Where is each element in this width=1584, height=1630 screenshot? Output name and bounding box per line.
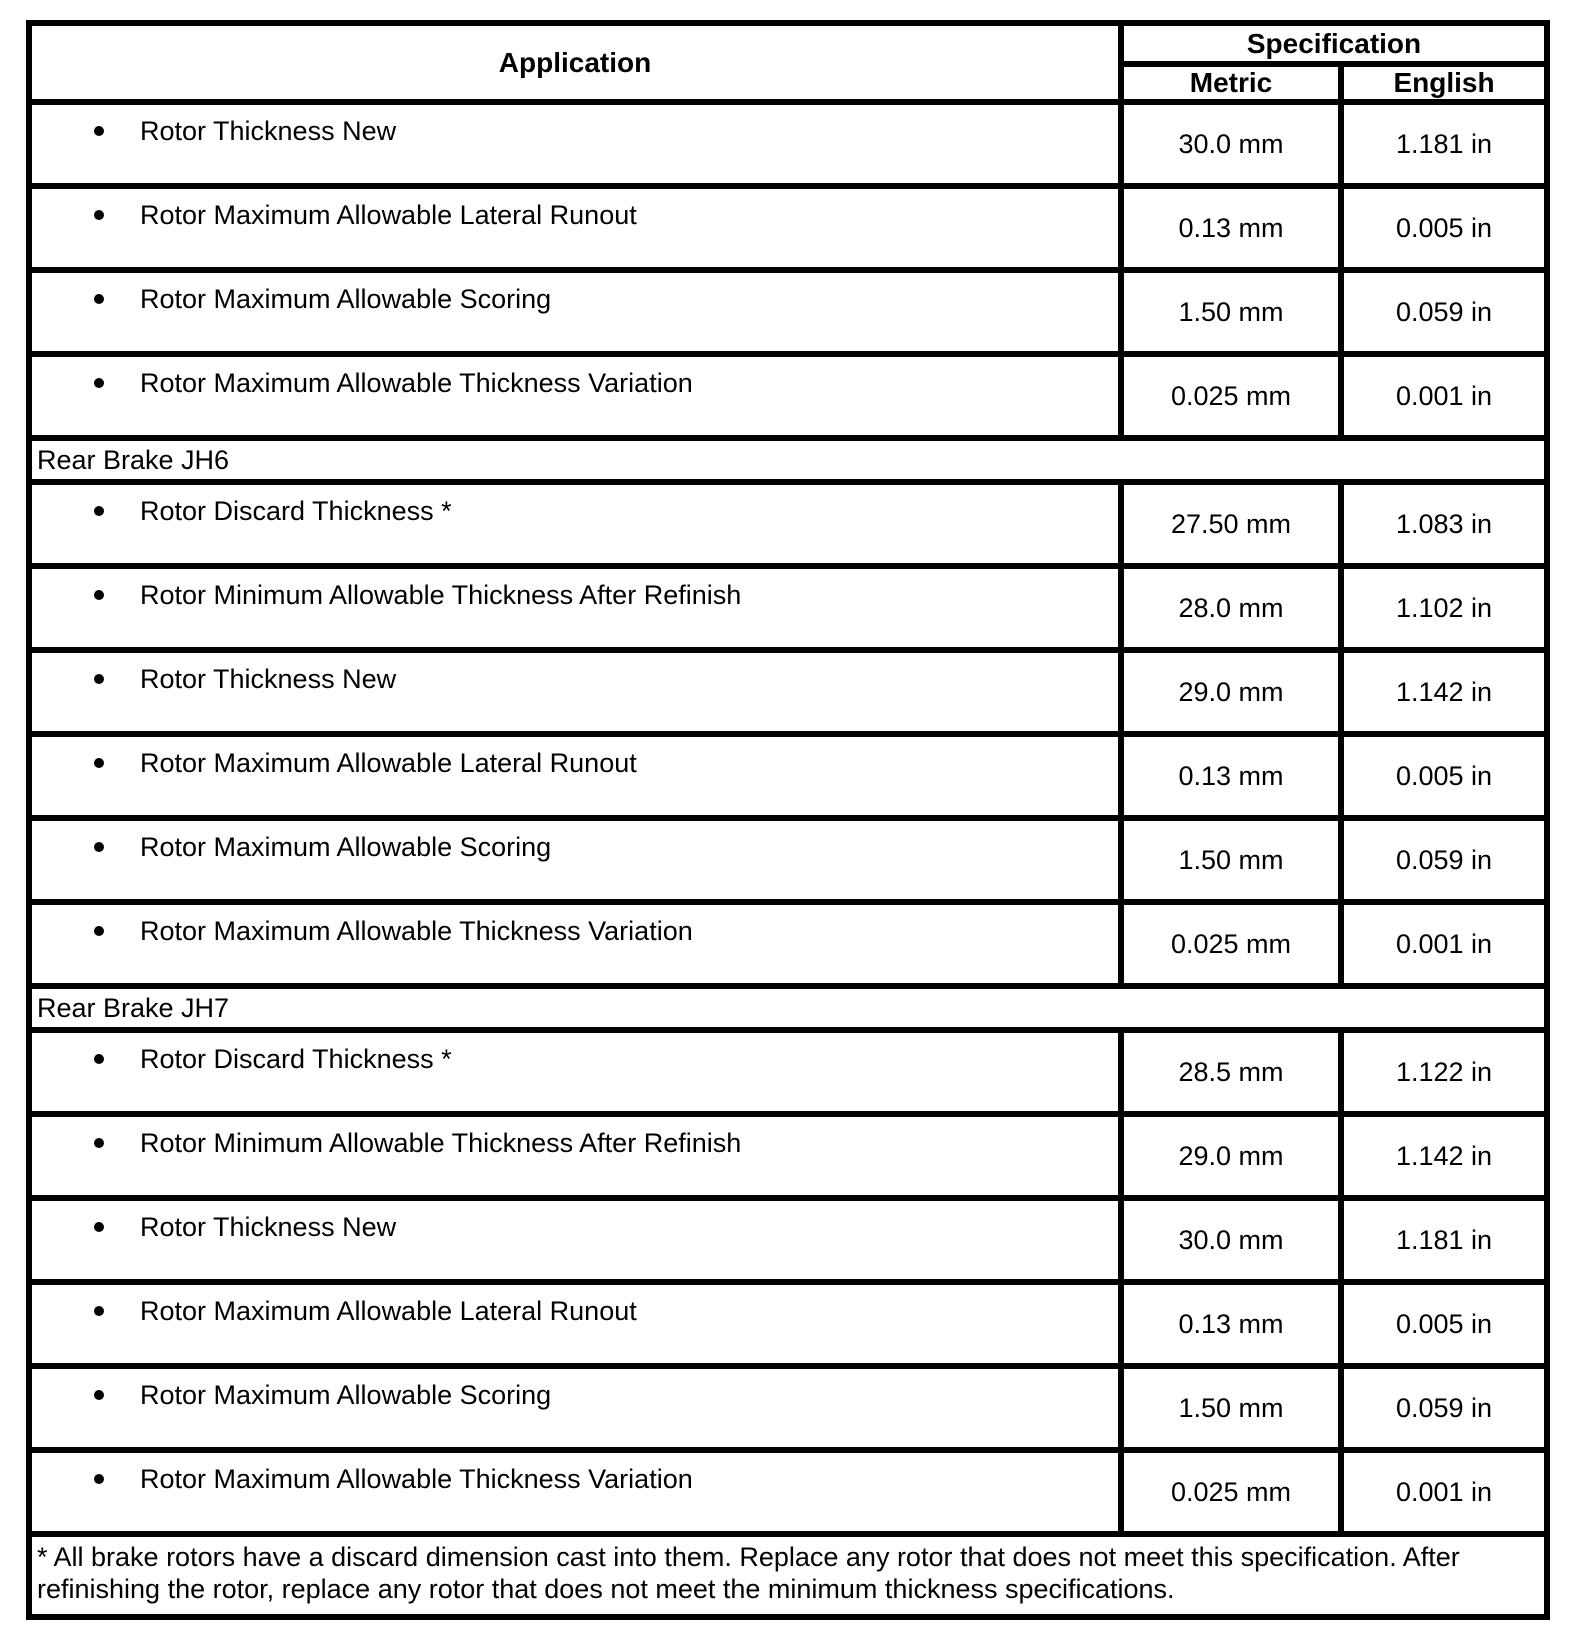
bullet-icon <box>94 926 104 936</box>
english-column-header: English <box>1341 64 1547 102</box>
metric-value: 30.0 mm <box>1121 102 1341 186</box>
table-row <box>29 1030 1547 1114</box>
application-cell <box>29 102 1121 186</box>
metric-value: 28.0 mm <box>1121 566 1341 650</box>
application-label: Rotor Maximum Allowable Scoring <box>140 284 552 314</box>
metric-value: 1.50 mm <box>1121 270 1341 354</box>
metric-value: 0.13 mm <box>1121 734 1341 818</box>
application-cell <box>29 1450 1121 1534</box>
application-cell <box>29 1198 1121 1282</box>
application-label: Rotor Maximum Allowable Thickness Variation <box>140 1464 693 1494</box>
section-header-row <box>29 438 1547 482</box>
footnote: * All brake rotors have a discard dimension cast into them. Replace any rotor that does not meet this specification. After refinishing the rotor, replace any rotor that does not meet the minimum thickness specifications. <box>29 1534 1547 1617</box>
application-cell <box>29 566 1121 650</box>
table-row <box>29 270 1547 354</box>
bullet-icon <box>94 126 104 136</box>
table-row <box>29 818 1547 902</box>
application-cell <box>29 734 1121 818</box>
application-label: Rotor Maximum Allowable Scoring <box>140 1380 552 1410</box>
application-label: Rotor Discard Thickness * <box>140 1044 452 1074</box>
metric-value: 1.50 mm <box>1121 1366 1341 1450</box>
metric-value: 0.025 mm <box>1121 354 1341 438</box>
english-value: 0.059 in <box>1341 818 1547 902</box>
application-label: Rotor Maximum Allowable Thickness Variation <box>140 368 693 398</box>
table-row <box>29 566 1547 650</box>
bullet-icon <box>94 1474 104 1484</box>
application-cell <box>29 902 1121 986</box>
english-value: 0.005 in <box>1341 186 1547 270</box>
application-cell <box>29 650 1121 734</box>
english-value: 0.001 in <box>1341 1450 1547 1534</box>
bullet-icon <box>94 1222 104 1232</box>
application-label: Rotor Thickness New <box>140 664 397 694</box>
table-row <box>29 1282 1547 1366</box>
metric-value: 29.0 mm <box>1121 650 1341 734</box>
bullet-icon <box>94 1306 104 1316</box>
application-cell <box>29 818 1121 902</box>
application-label: Rotor Maximum Allowable Lateral Runout <box>140 1296 637 1326</box>
bullet-icon <box>94 210 104 220</box>
brake-rotor-spec-table <box>26 20 1550 1620</box>
english-value: 1.122 in <box>1341 1030 1547 1114</box>
metric-value: 1.50 mm <box>1121 818 1341 902</box>
english-value: 0.001 in <box>1341 354 1547 438</box>
table-row <box>29 1198 1547 1282</box>
section-header-row <box>29 986 1547 1030</box>
english-value: 0.001 in <box>1341 902 1547 986</box>
table-row <box>29 1114 1547 1198</box>
english-value: 0.059 in <box>1341 1366 1547 1450</box>
metric-value: 30.0 mm <box>1121 1198 1341 1282</box>
english-value: 1.083 in <box>1341 482 1547 566</box>
table-row <box>29 354 1547 438</box>
metric-value: 0.13 mm <box>1121 1282 1341 1366</box>
section-title: Rear Brake JH7 <box>29 986 1547 1030</box>
table-body <box>29 102 1547 1534</box>
application-cell <box>29 1114 1121 1198</box>
english-value: 0.005 in <box>1341 1282 1547 1366</box>
bullet-icon <box>94 378 104 388</box>
table-row <box>29 1450 1547 1534</box>
bullet-icon <box>94 1138 104 1148</box>
application-label: Rotor Maximum Allowable Lateral Runout <box>140 748 637 778</box>
application-cell <box>29 482 1121 566</box>
metric-value: 28.5 mm <box>1121 1030 1341 1114</box>
metric-value: 27.50 mm <box>1121 482 1341 566</box>
application-cell <box>29 1282 1121 1366</box>
metric-value: 29.0 mm <box>1121 1114 1341 1198</box>
table-row <box>29 102 1547 186</box>
application-cell <box>29 1366 1121 1450</box>
application-label: Rotor Thickness New <box>140 1212 397 1242</box>
application-cell <box>29 1030 1121 1114</box>
table-row <box>29 186 1547 270</box>
english-value: 0.059 in <box>1341 270 1547 354</box>
metric-value: 0.025 mm <box>1121 1450 1341 1534</box>
table-row <box>29 650 1547 734</box>
english-value: 0.005 in <box>1341 734 1547 818</box>
english-value: 1.142 in <box>1341 650 1547 734</box>
section-title: Rear Brake JH6 <box>29 438 1547 482</box>
application-cell <box>29 354 1121 438</box>
table-footer <box>29 1534 1547 1617</box>
table-row <box>29 734 1547 818</box>
application-label: Rotor Maximum Allowable Lateral Runout <box>140 200 637 230</box>
metric-value: 0.025 mm <box>1121 902 1341 986</box>
application-label: Rotor Maximum Allowable Thickness Variation <box>140 916 693 946</box>
application-label: Rotor Thickness New <box>140 116 397 146</box>
application-label: Rotor Minimum Allowable Thickness After Refinish <box>140 1128 742 1158</box>
bullet-icon <box>94 1390 104 1400</box>
bullet-icon <box>94 1054 104 1064</box>
english-value: 1.181 in <box>1341 1198 1547 1282</box>
english-value: 1.181 in <box>1341 102 1547 186</box>
table-row <box>29 902 1547 986</box>
specification-column-header: Specification <box>1121 23 1547 64</box>
bullet-icon <box>94 842 104 852</box>
application-label: Rotor Minimum Allowable Thickness After Refinish <box>140 580 742 610</box>
table-header <box>29 23 1547 102</box>
metric-value: 0.13 mm <box>1121 186 1341 270</box>
table-row <box>29 482 1547 566</box>
english-value: 1.142 in <box>1341 1114 1547 1198</box>
application-cell <box>29 186 1121 270</box>
metric-column-header: Metric <box>1121 64 1341 102</box>
bullet-icon <box>94 506 104 516</box>
header-row-1 <box>29 23 1547 64</box>
application-column-header: Application <box>29 23 1121 102</box>
bullet-icon <box>94 294 104 304</box>
footnote-row <box>29 1534 1547 1617</box>
application-label: Rotor Maximum Allowable Scoring <box>140 832 552 862</box>
table-row <box>29 1366 1547 1450</box>
application-cell <box>29 270 1121 354</box>
bullet-icon <box>94 590 104 600</box>
bullet-icon <box>94 758 104 768</box>
bullet-icon <box>94 674 104 684</box>
application-label: Rotor Discard Thickness * <box>140 496 452 526</box>
english-value: 1.102 in <box>1341 566 1547 650</box>
